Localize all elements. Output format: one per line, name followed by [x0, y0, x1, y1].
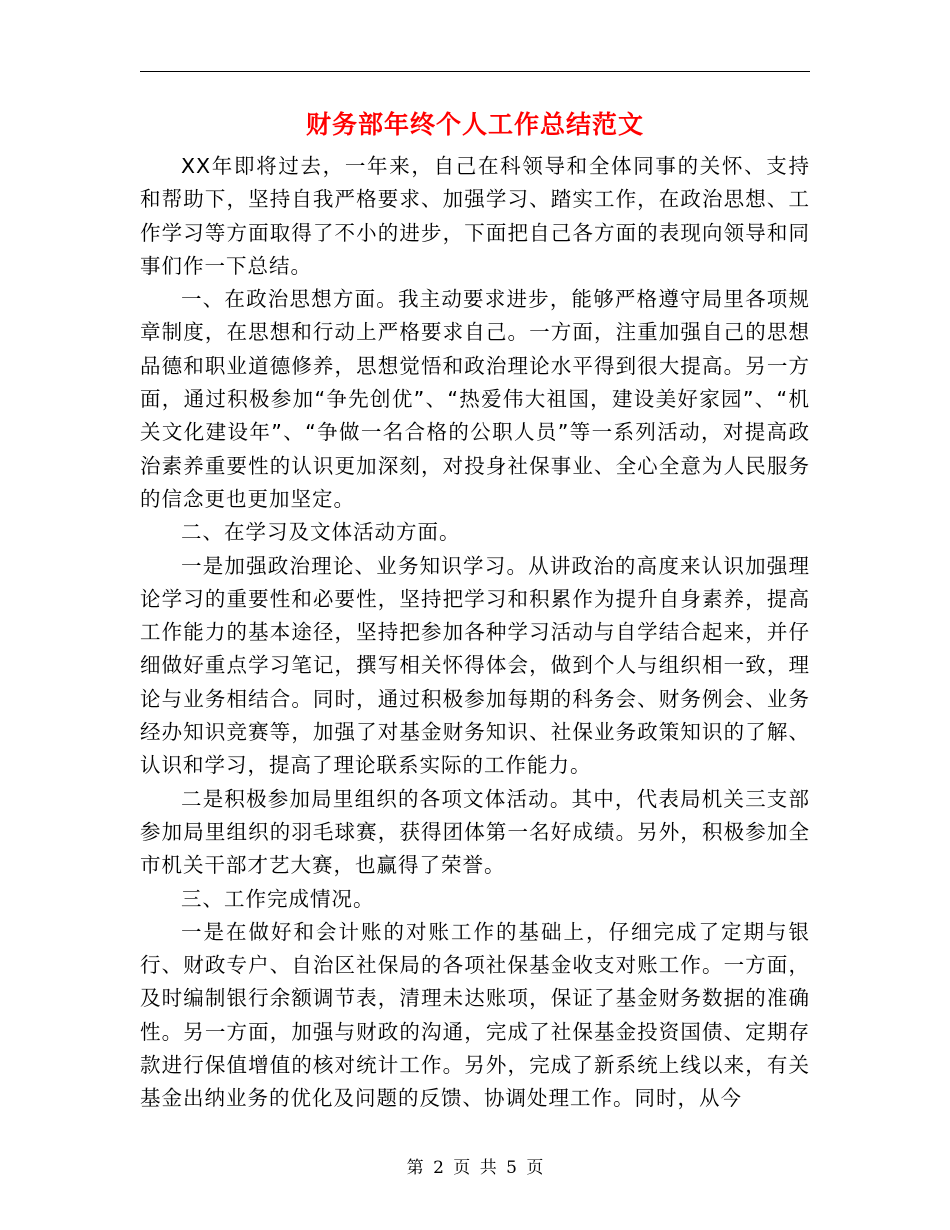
- heading-work-completion: 三、工作完成情况。: [181, 886, 375, 911]
- paragraph-study: 一是加强政治理论、业务知识学习。从讲政治的高度来认识加强理论学习的重要性和必要性，坚持把学习和积累作为提升自身素养，提高工作能力的基本途径，坚持把参加各种学习活动与自学结合起来，并仔细做好重点学习笔记，撰写相关怀得体会，做到个人与组织相一致，理论与业务相结合。同时，通过积极参加每期的科务会、财务例会、业务经办知识竞赛等，加强了对基金财务知识、社保业务政策知识的了解、认识和学习，提高了理论联系实际的工作能力。: [140, 553, 810, 778]
- heading-study-activities: 二、在学习及文体活动方面。: [181, 520, 461, 545]
- paragraph-activities: 二是积极参加局里组织的各项文体活动。其中，代表局机关三支部参加局里组织的羽毛球赛，获得团体第一名好成绩。另外，积极参加全市机关干部才艺大赛，也赢得了荣誉。: [140, 786, 810, 878]
- page-footer: 第 2 页 共 5 页: [406, 1158, 544, 1178]
- paragraph-political: 一、在政治思想方面。我主动要求进步，能够严格遵守局里各项规章制度，在思想和行动上严格要求自己。一方面，注重加强自己的思想品德和职业道德修养，思想觉悟和政治理论水平得到很大提高。另一方面，通过积极参加“争先创优”、“热爱伟大祖国，建设美好家园”、“机关文化建设年”、“争做一名合格的公职人员”等一系列活动，对提高政治素养重要性的认识更加深刻，对投身社保事业、全心全意为人民服务的信念更也更加坚定。: [140, 287, 810, 511]
- document-title: 财务部年终个人工作总结范文: [305, 110, 644, 139]
- document-body: [140, 150, 810, 1116]
- paragraph-intro: XX年即将过去，一年来，自己在科领导和全体同事的关怀、支持和帮助下，坚持自我严格要求、加强学习、踏实工作，在政治思想、工作学习等方面取得了不小的进步，下面把自己各方面的表现向领导和同事们作一下总结。: [140, 154, 810, 278]
- paragraph-work: 一是在做好和会计账的对账工作的基础上，仔细完成了定期与银行、财政专户、自治区社保局的各项社保基金收支对账工作。一方面，及时编制银行余额调节表，清理未达账项，保证了基金财务数据的准确性。另一方面，加强与财政的沟通，完成了社保基金投资国债、定期存款进行保值增值的核对统计工作。另外，完成了新系统上线以来，有关基金出纳业务的优化及问题的反馈、协调处理工作。同时，从今: [140, 919, 810, 1111]
- header-rule: [140, 71, 810, 72]
